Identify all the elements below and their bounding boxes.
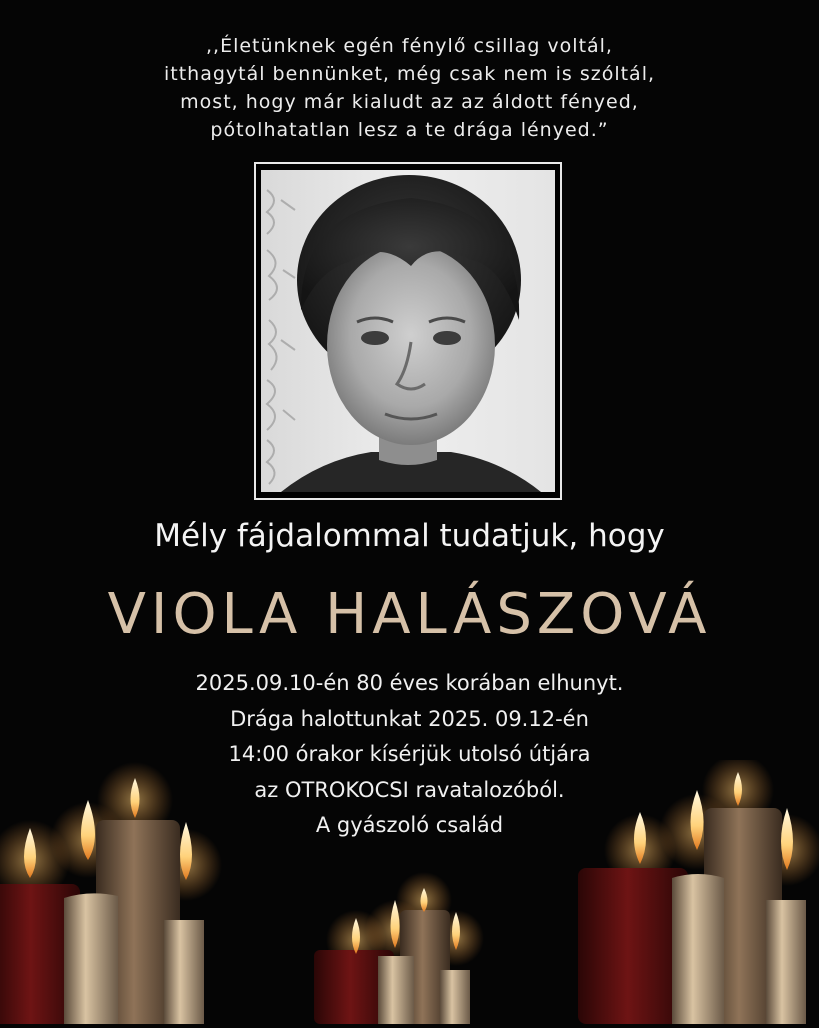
poem-line: pótolhatatlan lesz a te drága lényed.” xyxy=(210,119,609,141)
details-line: 14:00 órakor kísérjük utolsó útjára xyxy=(228,742,591,766)
poem-line: ,,Életünknek egén fénylő csillag voltál, xyxy=(206,35,613,57)
details-line: A gyászoló család xyxy=(315,813,504,837)
candles-image xyxy=(0,760,819,1024)
poem-line: itthagytál bennünket, még csak nem is szóltál, xyxy=(163,63,656,85)
details-line: Drága halottunkat 2025. 09.12-én xyxy=(230,706,589,731)
deceased-name: VIOLA HALÁSZOVÁ xyxy=(107,582,712,647)
poem-line: most, hogy már kialudt az az áldott fényed, xyxy=(180,91,639,113)
portrait-image xyxy=(261,170,555,492)
announcement-intro: Mély fájdalommal tudatjuk, hogy xyxy=(154,518,665,554)
candles-decoration xyxy=(0,760,819,1024)
details-line: 2025.09.10-én 80 éves korában elhunyt. xyxy=(195,671,624,695)
memorial-poem xyxy=(0,32,819,144)
details-line: az OTROKOCSI ravatalozóból. xyxy=(254,777,565,802)
portrait-photo xyxy=(261,170,555,492)
portrait-frame xyxy=(254,162,562,500)
